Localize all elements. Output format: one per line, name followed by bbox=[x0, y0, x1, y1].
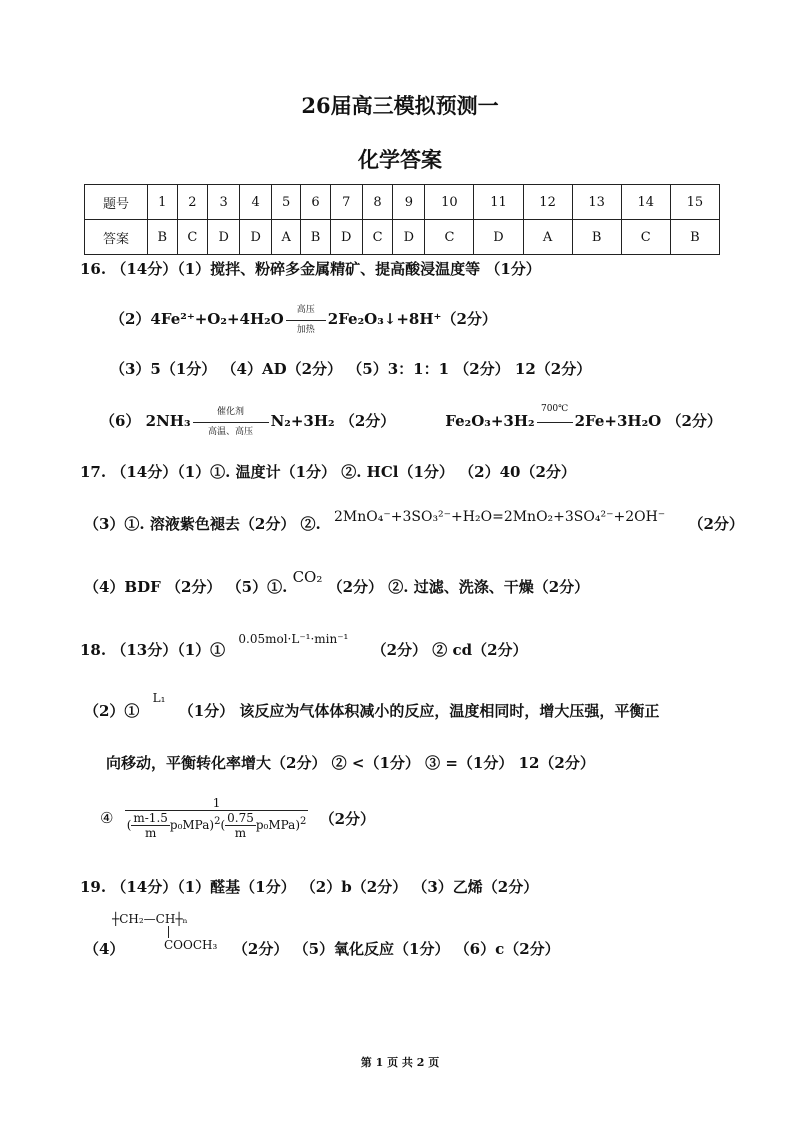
table-cell: B bbox=[301, 220, 331, 255]
answer-table bbox=[84, 184, 720, 255]
table-cell: 12 bbox=[523, 185, 572, 220]
q16-6-equation2-left: Fe₂O₃+3H₂ bbox=[445, 412, 535, 430]
page-footer: 第 1 页 共 2 页 bbox=[360, 1056, 440, 1069]
q16-line2 bbox=[110, 305, 497, 335]
arrow-condition-top: 700℃ bbox=[540, 404, 569, 414]
table-cell: C bbox=[425, 220, 474, 255]
term1-fraction bbox=[131, 811, 170, 840]
q16-6-right: N₂+3H₂ （2分） bbox=[270, 412, 396, 430]
table-cell: D bbox=[208, 220, 240, 255]
table-cell: 10 bbox=[425, 185, 474, 220]
table-cell: 13 bbox=[572, 185, 621, 220]
table-cell: 1 bbox=[148, 185, 178, 220]
polymer-backbone: ┼CH₂—CH┼ₙ bbox=[112, 912, 188, 926]
table-cell: C bbox=[177, 220, 208, 255]
exam-title: 26届高三模拟预测一 bbox=[301, 93, 499, 118]
table-cell: B bbox=[148, 220, 178, 255]
term2-pressure: p₀MPa bbox=[255, 818, 296, 832]
table-cell: 2 bbox=[177, 185, 208, 220]
kp-denominator: ( $\frac{m-1.5}{m}$ p₀MPa)$^2$( $\frac{0.75}{m}$ p₀MPa)$^2$ bbox=[126, 811, 307, 840]
q17-line3 bbox=[84, 568, 590, 597]
table-cell: 14 bbox=[621, 185, 670, 220]
table-cell: C bbox=[621, 220, 670, 255]
kp-numerator: 1 bbox=[125, 796, 309, 811]
q16-6-equation2-right: 2Fe+3H₂O （2分） bbox=[574, 412, 722, 430]
row-label-number: 题号 bbox=[85, 185, 148, 220]
q18-line4 bbox=[100, 796, 375, 840]
q16-6-left: （6） 2NH₃ bbox=[100, 412, 191, 430]
table-cell: 7 bbox=[330, 185, 362, 220]
term1-pressure: p₀MPa bbox=[169, 818, 210, 832]
arrow-condition-bottom: 加热 bbox=[296, 325, 315, 335]
reaction-arrow bbox=[537, 404, 573, 430]
table-cell: 5 bbox=[272, 185, 301, 220]
table-cell: 6 bbox=[301, 185, 331, 220]
table-cell: D bbox=[330, 220, 362, 255]
table-cell: B bbox=[572, 220, 621, 255]
q17-line1: 17. （14分）（1）①. 温度计（1分） ②. HCl（1分） （2）40（2分） bbox=[80, 463, 576, 481]
q17-line2 bbox=[84, 509, 744, 534]
polymer-sidechain-bond bbox=[168, 926, 169, 938]
reversible-arrow bbox=[193, 407, 269, 437]
circled-4: ④ bbox=[100, 809, 114, 827]
q19-remaining: （2分） （5）氧化反应（1分） （6）c（2分） bbox=[232, 940, 560, 958]
term2-num: 0.75 bbox=[227, 811, 254, 825]
q18-1-text: 18. （13分）（1）① bbox=[80, 641, 226, 659]
rate-value: 0.05mol·L⁻¹·min⁻¹ bbox=[238, 632, 349, 646]
q18-line3: 向移动，平衡转化率增大（2分） ② <（1分） ③ =（1分） 12（2分） bbox=[106, 754, 595, 772]
q18-2-explanation: （1分） 该反应为气体体积减小的反应，温度相同时，增大压强，平衡正 bbox=[178, 702, 660, 720]
q16-equation-right: 2Fe₂O₃↓+8H⁺（2分） bbox=[327, 310, 497, 328]
term2-den: m bbox=[234, 826, 247, 840]
kp-expression bbox=[125, 796, 309, 840]
q19-line2 bbox=[84, 938, 560, 959]
q18-4-score: （2分） bbox=[319, 809, 376, 828]
table-cell: 15 bbox=[670, 185, 719, 220]
polymer-sidechain: COOCH₃ bbox=[164, 938, 218, 952]
table-cell: A bbox=[272, 220, 301, 255]
answer-row bbox=[85, 220, 720, 255]
row-label-answer: 答案 bbox=[85, 220, 148, 255]
table-cell: A bbox=[523, 220, 572, 255]
table-cell: 8 bbox=[362, 185, 393, 220]
answer-title: 化学答案 bbox=[358, 147, 442, 172]
term1-num: m-1.5 bbox=[133, 811, 168, 825]
arrow-condition-bottom: 高温、高压 bbox=[208, 427, 254, 437]
table-cell: B bbox=[670, 220, 719, 255]
q16-equation-left: （2）4Fe²⁺+O₂+4H₂O bbox=[110, 310, 284, 328]
q18-1-score: （2分） ② cd（2分） bbox=[371, 641, 528, 659]
arrow-condition-top: 催化剂 bbox=[217, 407, 245, 417]
table-cell: D bbox=[393, 220, 425, 255]
q16-line3: （3）5（1分） （4）AD（2分） （5）3：1：1 （2分） 12（2分） bbox=[110, 360, 592, 378]
table-cell: 4 bbox=[240, 185, 272, 220]
table-cell: D bbox=[240, 220, 272, 255]
q17-ionic-equation: 2MnO₄⁻+3SO₃²⁻+H₂O=2MnO₂+3SO₄²⁻+2OH⁻ bbox=[334, 509, 666, 525]
q17-5-text: （2分） ②. 过滤、洗涤、干燥（2分） bbox=[327, 578, 590, 596]
l1-symbol: L₁ bbox=[152, 691, 166, 705]
table-cell: C bbox=[362, 220, 393, 255]
arrow-condition-top: 高压 bbox=[296, 305, 315, 315]
table-cell: 3 bbox=[208, 185, 240, 220]
q19-line1: 19. （14分）（1）醛基（1分） （2）b（2分） （3）乙烯（2分） bbox=[80, 878, 539, 896]
table-cell: D bbox=[474, 220, 523, 255]
q18-2-text: （2）① bbox=[84, 702, 140, 720]
question-number-row bbox=[85, 185, 720, 220]
q16-line1: 16. （14分）（1）搅拌、粉碎多金属精矿、提高酸浸温度等 （1分） bbox=[80, 260, 541, 278]
table-cell: 9 bbox=[393, 185, 425, 220]
term2-fraction bbox=[225, 811, 256, 840]
reaction-arrow bbox=[286, 305, 326, 335]
q16-line4 bbox=[100, 404, 722, 437]
q18-line2 bbox=[84, 691, 660, 721]
q17-score: （2分） bbox=[688, 515, 744, 533]
q19-4-label: （4） bbox=[84, 940, 125, 958]
q17-3-text: （3）①. 溶液紫色褪去（2分） ②. bbox=[84, 515, 321, 533]
co2-formula: CO₂ bbox=[292, 568, 323, 586]
term1-den: m bbox=[144, 826, 157, 840]
table-cell: 11 bbox=[474, 185, 523, 220]
q18-line1 bbox=[80, 632, 528, 660]
q17-4-text: （4）BDF （2分） （5）①. bbox=[84, 578, 288, 596]
